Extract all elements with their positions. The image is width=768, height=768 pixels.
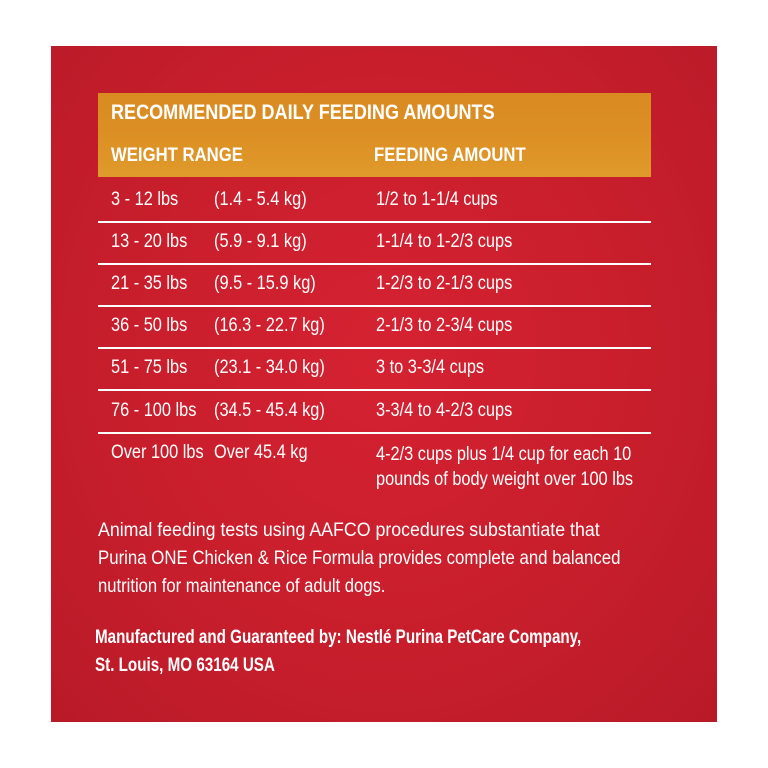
row-divider: [98, 305, 651, 307]
row-5-feeding-amount: 3 to 3-3/4 cups: [376, 357, 485, 378]
table-title: RECOMMENDED DAILY FEEDING AMOUNTS: [111, 101, 495, 124]
row-7-feeding-amount-line-2: pounds of body weight over 100 lbs: [376, 469, 634, 490]
aafco-statement-line-3: nutrition for maintenance of adult dogs.: [98, 576, 386, 597]
row-2-feeding-amount: 1-1/4 to 1-2/3 cups: [376, 231, 513, 252]
row-1-weight-kg: (1.4 - 5.4 kg): [214, 189, 307, 210]
row-3-feeding-amount: 1-2/3 to 2-1/3 cups: [376, 273, 513, 294]
row-7-weight-lbs: Over 100 lbs: [111, 442, 204, 463]
row-divider: [98, 432, 651, 434]
column-header-weight-range: WEIGHT RANGE: [111, 145, 243, 166]
manufacturer-info: [95, 624, 703, 680]
row-7-weight-kg: Over 45.4 kg: [214, 442, 308, 463]
manufacturer-line-1: Manufactured and Guaranteed by: Nestlé Purina PetCare Company,: [95, 627, 582, 648]
aafco-statement-line-1: Animal feeding tests using AAFCO procedures substantiate that: [98, 520, 600, 541]
row-divider: [98, 347, 651, 349]
row-divider: [98, 389, 651, 391]
row-6-weight-kg: (34.5 - 45.4 kg): [214, 400, 325, 421]
column-header-feeding-amount: FEEDING AMOUNT: [374, 145, 526, 166]
row-3-weight-lbs: 21 - 35 lbs: [111, 273, 188, 294]
row-5-weight-kg: (23.1 - 34.0 kg): [214, 357, 325, 378]
row-1-feeding-amount: 1/2 to 1-1/4 cups: [376, 189, 498, 210]
row-4-feeding-amount: 2-1/3 to 2-3/4 cups: [376, 315, 513, 336]
row-4-weight-kg: (16.3 - 22.7 kg): [214, 315, 325, 336]
row-5-weight-lbs: 51 - 75 lbs: [111, 357, 188, 378]
row-7-feeding-amount-line-1: 4-2/3 cups plus 1/4 cup for each 10: [376, 444, 632, 465]
aafco-statement-line-2: Purina ONE Chicken & Rice Formula provides complete and balanced: [98, 548, 621, 569]
aafco-statement: [98, 517, 674, 601]
row-2-weight-lbs: 13 - 20 lbs: [111, 231, 188, 252]
row-4-weight-lbs: 36 - 50 lbs: [111, 315, 188, 336]
manufacturer-line-2: St. Louis, MO 63164 USA: [95, 655, 275, 676]
row-divider: [98, 221, 651, 223]
row-divider: [98, 263, 651, 265]
row-1-weight-lbs: 3 - 12 lbs: [111, 189, 179, 210]
row-6-weight-lbs: 76 - 100 lbs: [111, 400, 197, 421]
row-6-feeding-amount: 3-3/4 to 4-2/3 cups: [376, 400, 513, 421]
row-3-weight-kg: (9.5 - 15.9 kg): [214, 273, 316, 294]
row-2-weight-kg: (5.9 - 9.1 kg): [214, 231, 307, 252]
